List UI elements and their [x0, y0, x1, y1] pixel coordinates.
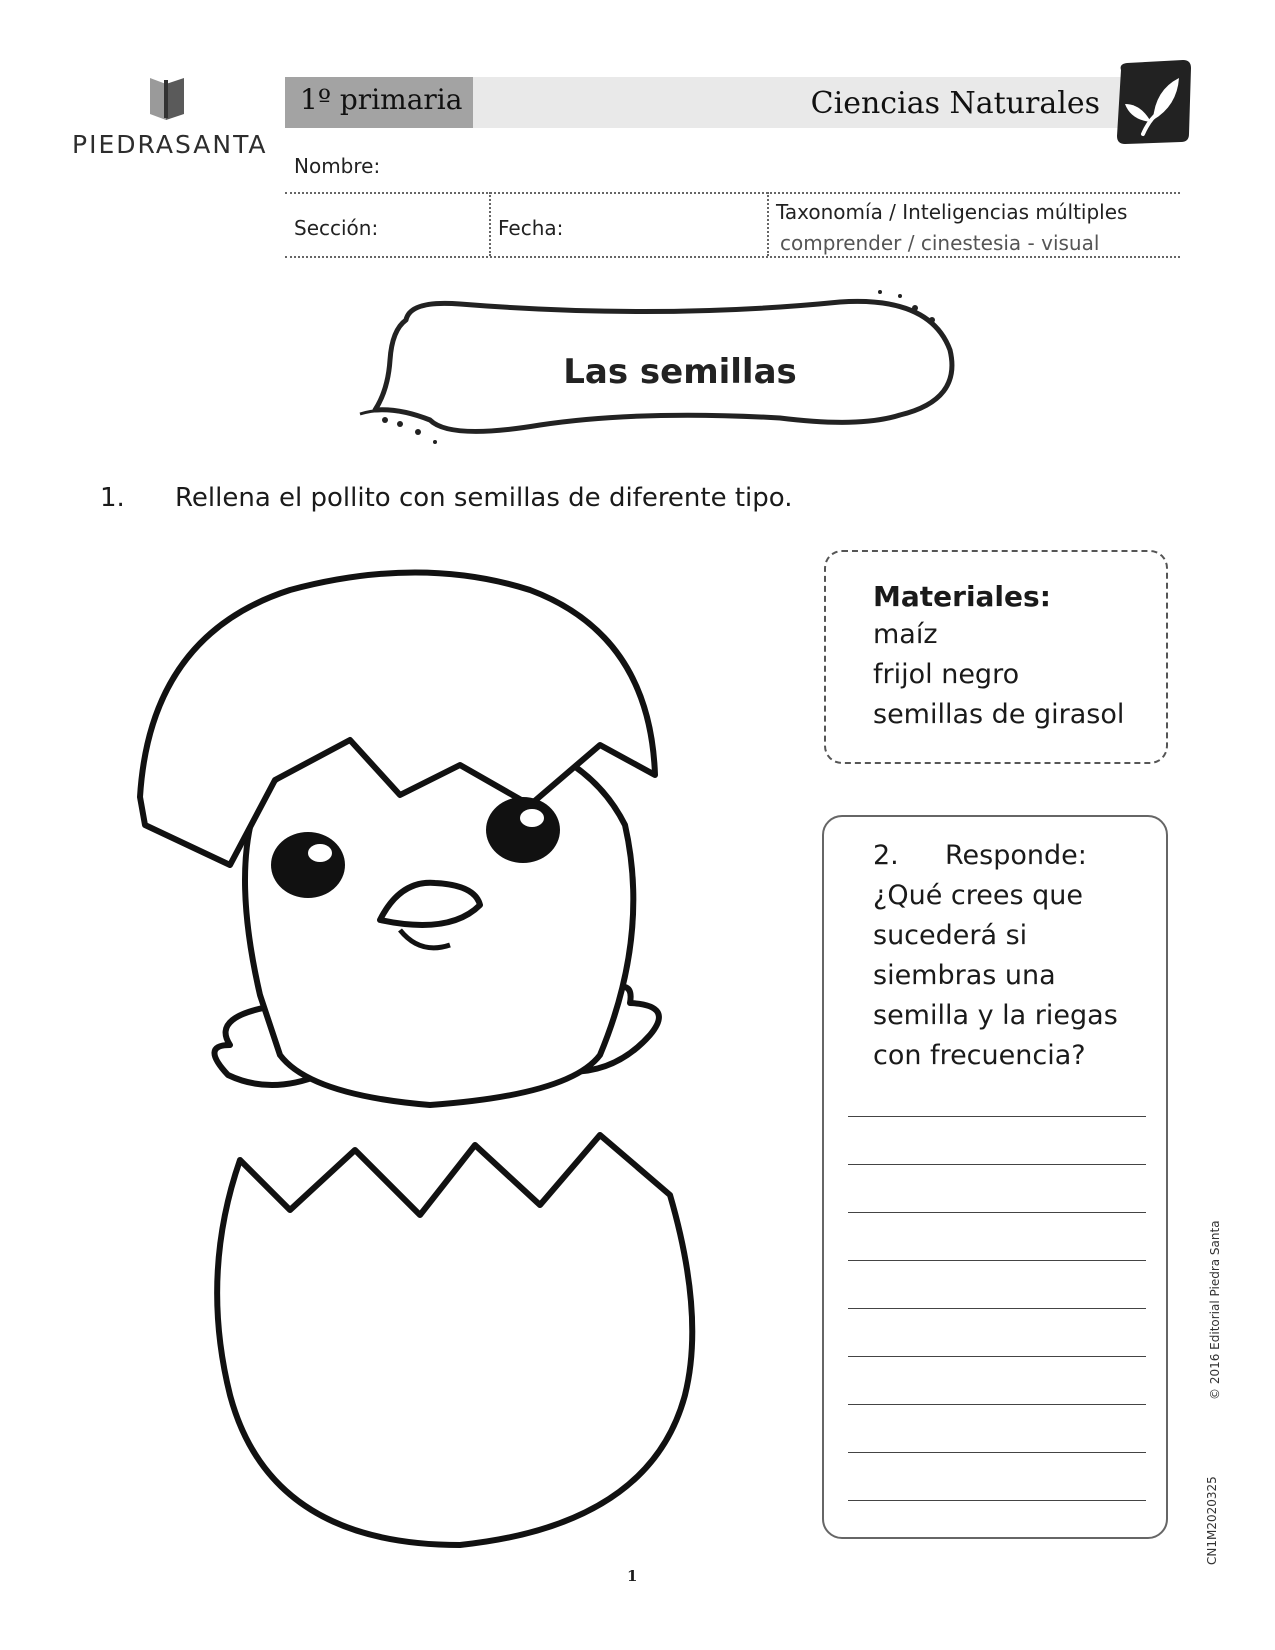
- subject-title: Ciencias Naturales: [810, 86, 1100, 121]
- name-label: Nombre:: [294, 154, 381, 178]
- divider: [767, 192, 769, 256]
- chick-illustration: [130, 535, 740, 1565]
- taxonomy-value: comprender / cinestesia - visual: [780, 231, 1100, 255]
- divider: [285, 256, 1180, 258]
- question-number: 2.: [873, 840, 899, 871]
- lower-shell: [217, 1135, 692, 1545]
- document-code: CN1M2020325: [1205, 1476, 1219, 1565]
- question-text-line: siembras una: [873, 960, 1056, 991]
- section-label: Sección:: [294, 216, 379, 240]
- answer-line[interactable]: [848, 1212, 1146, 1213]
- copyright-text: © 2016 Editorial Piedra Santa: [1208, 1220, 1222, 1400]
- question-text-line: con frecuencia?: [873, 1040, 1086, 1071]
- answer-line[interactable]: [848, 1164, 1146, 1165]
- answer-line[interactable]: [848, 1452, 1146, 1453]
- materials-title: Materiales:: [873, 580, 1051, 613]
- taxonomy-label: Taxonomía / Inteligencias múltiples: [776, 200, 1128, 224]
- leaf-icon: [1113, 60, 1191, 144]
- question-text-line: ¿Qué crees que: [873, 880, 1083, 911]
- answer-line[interactable]: [848, 1404, 1146, 1405]
- eye-icon: [271, 832, 345, 898]
- material-item: semillas de girasol: [873, 699, 1125, 730]
- question-text: Rellena el pollito con semillas de diferente tipo.: [175, 483, 793, 513]
- answer-line[interactable]: [848, 1308, 1146, 1309]
- brand-name: PIEDRASANTA: [72, 130, 268, 159]
- answer-line[interactable]: [848, 1356, 1146, 1357]
- material-item: maíz: [873, 619, 938, 650]
- question-text-line: semilla y la riegas: [873, 1000, 1118, 1031]
- divider: [285, 192, 1180, 194]
- question-title: Responde:: [945, 840, 1087, 871]
- question-number: 1.: [100, 483, 125, 513]
- material-item: frijol negro: [873, 659, 1020, 690]
- worksheet-title: Las semillas: [563, 352, 797, 392]
- grade-label: 1º primaria: [300, 83, 463, 116]
- book-icon: [150, 78, 184, 120]
- question-text-line: sucederá si: [873, 920, 1028, 951]
- date-label: Fecha:: [498, 216, 564, 240]
- page-number: 1: [627, 1567, 638, 1585]
- divider: [489, 192, 491, 256]
- eye-icon: [486, 797, 560, 863]
- answer-line[interactable]: [848, 1260, 1146, 1261]
- answer-line[interactable]: [848, 1116, 1146, 1117]
- answer-line[interactable]: [848, 1500, 1146, 1501]
